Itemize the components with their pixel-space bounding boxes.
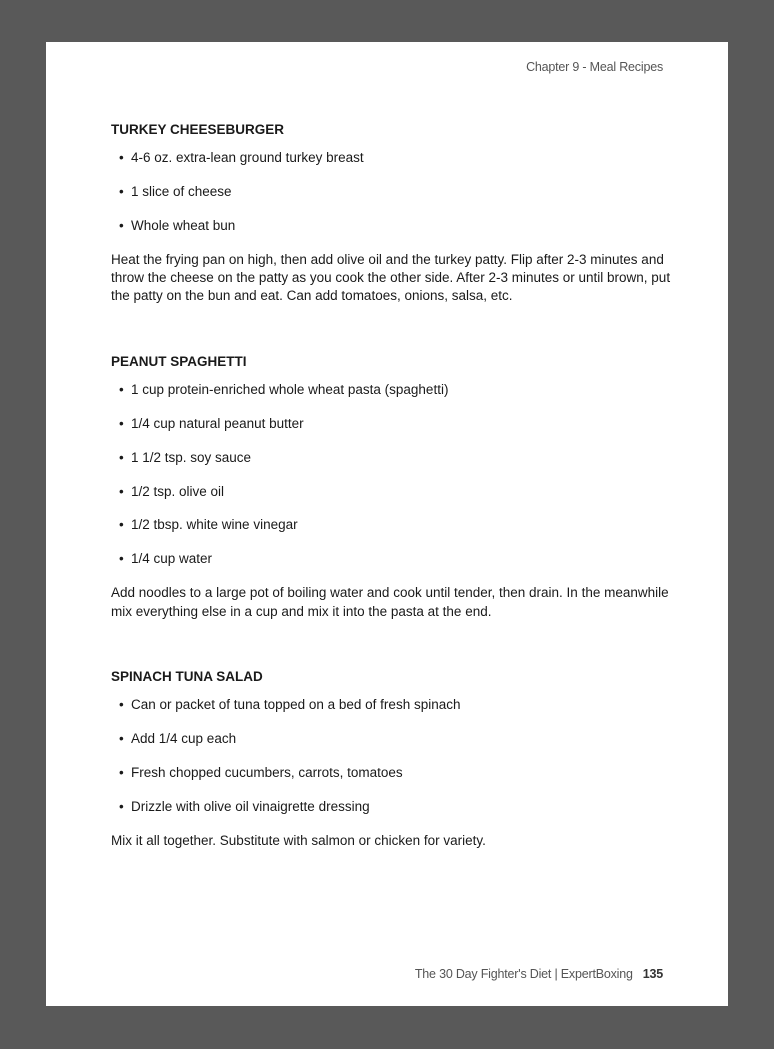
recipe-title: SPINACH TUNA SALAD	[111, 669, 263, 685]
ingredient-item	[111, 765, 671, 781]
bullet-icon: •	[119, 730, 124, 746]
recipe-method: Heat the frying pan on high, then add olive oil and the turkey patty. Flip after 2-3 minutes and throw the cheese on the patty as you cook the other side. After 2-3 minutes or until brown, put the patty on the bun and eat. Can add tomatoes, onions, salsa, etc.	[111, 251, 671, 304]
bullet-icon: •	[119, 449, 124, 465]
ingredient-text: Whole wheat bun	[131, 217, 236, 233]
ingredient-text: 4-6 oz. extra-lean ground turkey breast	[131, 150, 364, 165]
ingredient-item	[111, 731, 671, 747]
ingredient-text: Can or packet of tuna topped on a bed of fresh spinach	[131, 697, 461, 713]
ingredient-item	[111, 450, 671, 466]
page-content	[111, 122, 671, 850]
ingredient-item	[111, 697, 671, 713]
ingredient-item	[111, 551, 671, 567]
document-page	[46, 42, 728, 1006]
bullet-icon: •	[119, 183, 124, 199]
bullet-icon: •	[119, 415, 124, 431]
ingredient-text: 1/2 tbsp. white wine vinegar	[131, 517, 298, 533]
ingredient-list	[111, 697, 671, 815]
recipe-title: TURKEY CHEESEBURGER	[111, 122, 285, 137]
recipe-spinach-tuna-salad	[111, 669, 671, 850]
ingredient-item	[111, 218, 671, 234]
ingredient-item	[111, 799, 671, 815]
bullet-icon: •	[119, 217, 124, 233]
bullet-icon: •	[119, 798, 124, 814]
recipe-method: Add noodles to a large pot of boiling water and cook until tender, then drain. In the meanwhile mix everything else in a cup and mix it into the pasta at the end.	[111, 585, 669, 619]
ingredient-list	[111, 382, 671, 567]
ingredient-text: 1 cup protein-enriched whole wheat pasta (spaghetti)	[131, 381, 449, 397]
recipe-title: PEANUT SPAGHETTI	[111, 353, 247, 369]
ingredient-item	[111, 484, 671, 500]
bullet-icon: •	[119, 483, 124, 499]
running-header: Chapter 9 - Meal Recipes	[526, 60, 663, 74]
bullet-icon: •	[119, 764, 124, 780]
recipe-peanut-spaghetti	[111, 354, 671, 621]
page-number: 135	[642, 967, 663, 981]
bullet-icon: •	[119, 697, 124, 713]
ingredient-list	[111, 150, 671, 234]
recipe-turkey-cheeseburger	[111, 122, 671, 306]
recipe-method: Mix it all together. Substitute with salmon or chicken for variety.	[111, 832, 486, 848]
ingredient-text: 1 1/2 tsp. soy sauce	[131, 449, 252, 465]
ingredient-item	[111, 517, 671, 533]
ingredient-text: 1/4 cup natural peanut butter	[131, 415, 304, 431]
bullet-icon: •	[119, 551, 124, 567]
ingredient-item	[111, 382, 671, 398]
ingredient-item	[111, 184, 671, 200]
ingredient-text: Add 1/4 cup each	[131, 730, 237, 746]
ingredient-text: 1 slice of cheese	[131, 183, 232, 199]
bullet-icon: •	[119, 517, 124, 533]
book-title: The 30 Day Fighter's Diet | ExpertBoxing	[414, 967, 633, 981]
ingredient-text: 1/2 tsp. olive oil	[131, 483, 225, 499]
ingredient-text: 1/4 cup water	[131, 551, 213, 567]
bullet-icon: •	[119, 150, 124, 165]
ingredient-text: Fresh chopped cucumbers, carrots, tomatoes	[131, 764, 403, 780]
running-footer	[415, 967, 663, 981]
bullet-icon: •	[119, 381, 124, 397]
ingredient-item	[111, 150, 671, 166]
ingredient-item	[111, 416, 671, 432]
ingredient-text: Drizzle with olive oil vinaigrette dressing	[131, 798, 370, 814]
